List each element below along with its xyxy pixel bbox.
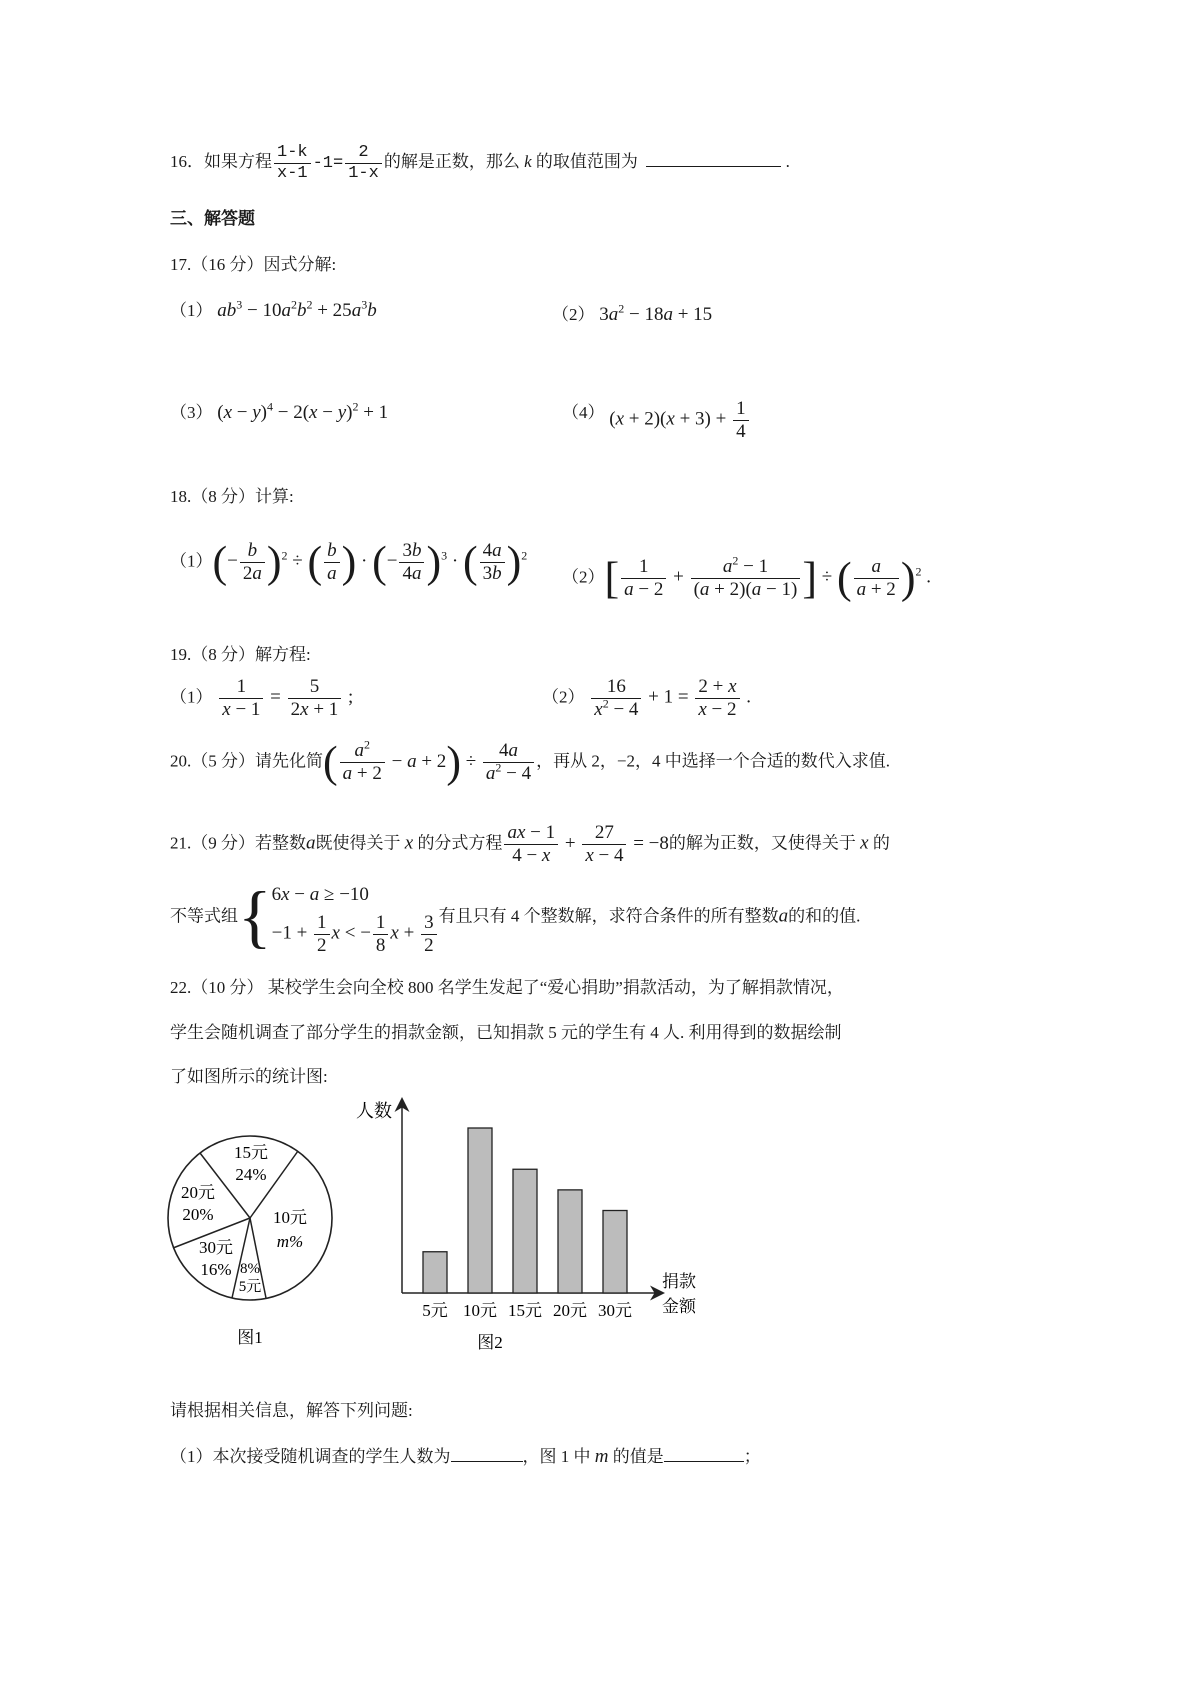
pie-label-5-yuan: 5元 — [238, 1279, 262, 1295]
answer-blank-count[interactable] — [451, 1447, 523, 1462]
pie-value-5-yuan: 8% — [240, 1261, 260, 1277]
q17-part-3: （3） $(x - y)^4 - 2(x - y)^2 + 1$ — [170, 399, 389, 423]
x-tick-label: 15元 — [508, 1301, 542, 1320]
q17-part-1: （1） $ab^3 - 10a^2b^2 + 25a^3b$ — [170, 297, 377, 321]
x-axis-label-line2: 金额 — [662, 1297, 696, 1316]
bar-2 — [513, 1169, 537, 1293]
pie-value-15-yuan: 24% — [235, 1165, 267, 1184]
q18-part-1: （1）(− $\frac{b}{2a}$ )$^2$ ÷ ( $\frac{b}{a}$ ) · (− $\frac{3b}{4a}$ )$^3$ · ( $\frac{4a}{3b}$ )$^2$ — [170, 537, 528, 587]
pie-value-10-yuan: m% — [276, 1232, 304, 1251]
instruction-text: 请根据相关信息，解答下列问题: — [170, 1401, 413, 1420]
inequality-system: 6x − a ≥ −10 −1 + $\frac{1}{2}$ x < − $\frac{1}{8}$ x + $\frac{3}{2}$ — [272, 878, 439, 957]
pie-label-15-yuan: 15元 — [234, 1143, 268, 1162]
x-tick-label: 30元 — [598, 1301, 632, 1320]
question-16: 16．如果方程 $\frac{1-k}{x-1}$ -1= $\frac{2}{1-x}$ 的解是正数，那么 k 的取值范围为 . — [170, 143, 790, 183]
q18-part-2: （2）[ $\frac{1}{a - 2}$ + $\frac{a^2 - 1}{(a + 2)(a - 1)}$ ] ÷ ( $\frac{a}{a + 2}$ )$^2$ . — [562, 553, 931, 603]
pie-label-30-yuan: 30元 — [199, 1238, 233, 1257]
fraction: $\frac{1-k}{x-1}$ — [274, 143, 311, 183]
question-22-line2: 学生会随机调查了部分学生的捐款金额，已知捐款 5 元的学生有 4 人. 利用得到的数据绘制 — [170, 1023, 842, 1042]
question-17-title: 17.（16 分）因式分解: — [170, 255, 337, 274]
question-19-title: 19.（8 分）解方程: — [170, 645, 311, 664]
answer-blank-m[interactable] — [664, 1447, 744, 1462]
bar-0 — [423, 1252, 447, 1293]
y-axis-label: 人数 — [356, 1101, 392, 1121]
pie-label-10-yuan: 10元 — [273, 1208, 307, 1227]
pie-chart — [160, 1130, 350, 1360]
question-21-line2: 不等式组{ 6x − a ≥ −10 −1 + $\frac{1}{2}$ x < − $\frac{1}{8}$ x + $\frac{3}{2}$ 有且只有 4 个整数解，求符合条件的所有整数a的和的值. — [170, 878, 861, 956]
q17-part-2: （2） $3a^2 - 18a + 15$ — [552, 301, 713, 325]
x-tick-label: 20元 — [553, 1301, 587, 1320]
bar-1 — [468, 1128, 492, 1293]
pie-value-30-yuan: 16% — [200, 1260, 232, 1279]
question-22-line3: 了如图所示的统计图: — [170, 1067, 328, 1086]
answer-blank[interactable] — [646, 152, 781, 167]
x-tick-label: 10元 — [463, 1301, 497, 1320]
question-20: 20.（5 分）请先化简( $\frac{a^2}{a + 2}$ − a + 2) ÷ $\frac{4a}{a^2 - 4}$ ，再从 2，−2，4 中选择一个合适的数代入求值. — [170, 737, 890, 787]
question-22-part-1: （1）本次接受随机调查的学生人数为 ，图 1 中 m 的值是 ； — [170, 1446, 761, 1467]
bar-chart — [350, 1090, 710, 1360]
q17-part-4: （4） (x + 2)(x + 3) + $\frac{1}{4}$ — [562, 398, 751, 443]
x-tick-label: 5元 — [422, 1301, 448, 1320]
pie-chart-caption: 图1 — [237, 1328, 263, 1347]
question-18-title: 18.（8 分）计算: — [170, 487, 294, 506]
bar-chart-caption: 图2 — [477, 1333, 503, 1352]
bar-4 — [603, 1211, 627, 1294]
x-axis-label-line1: 捐款 — [662, 1272, 696, 1291]
pie-value-20-yuan: 20% — [182, 1205, 214, 1224]
q19-part-2: （2） $\frac{16}{x^2 - 4}$ + 1 = $\frac{2 + x}{x - 2}$ . — [542, 676, 751, 720]
section-heading: 三、解答题 — [170, 209, 255, 228]
bar-3 — [558, 1190, 582, 1293]
question-22-line1: 22.（10 分） 某校学生会向全校 800 名学生发起了“爱心捐助”捐款活动，为了解捐款情况， — [170, 978, 844, 997]
pie-label-20-yuan: 20元 — [181, 1183, 215, 1202]
q19-part-1: （1） $\frac{1}{x - 1}$ = $\frac{5}{2x + 1}$ ; — [170, 676, 354, 720]
question-21-line1: 21.（9 分）若整数a既使得关于 x 的分式方程 $\frac{ax - 1}{4 - x}$ + $\frac{27}{x - 4}$ = −8的解为正数，又使得关于 x 的 — [170, 822, 890, 866]
fraction: $\frac{2}{1-x}$ — [345, 143, 382, 183]
